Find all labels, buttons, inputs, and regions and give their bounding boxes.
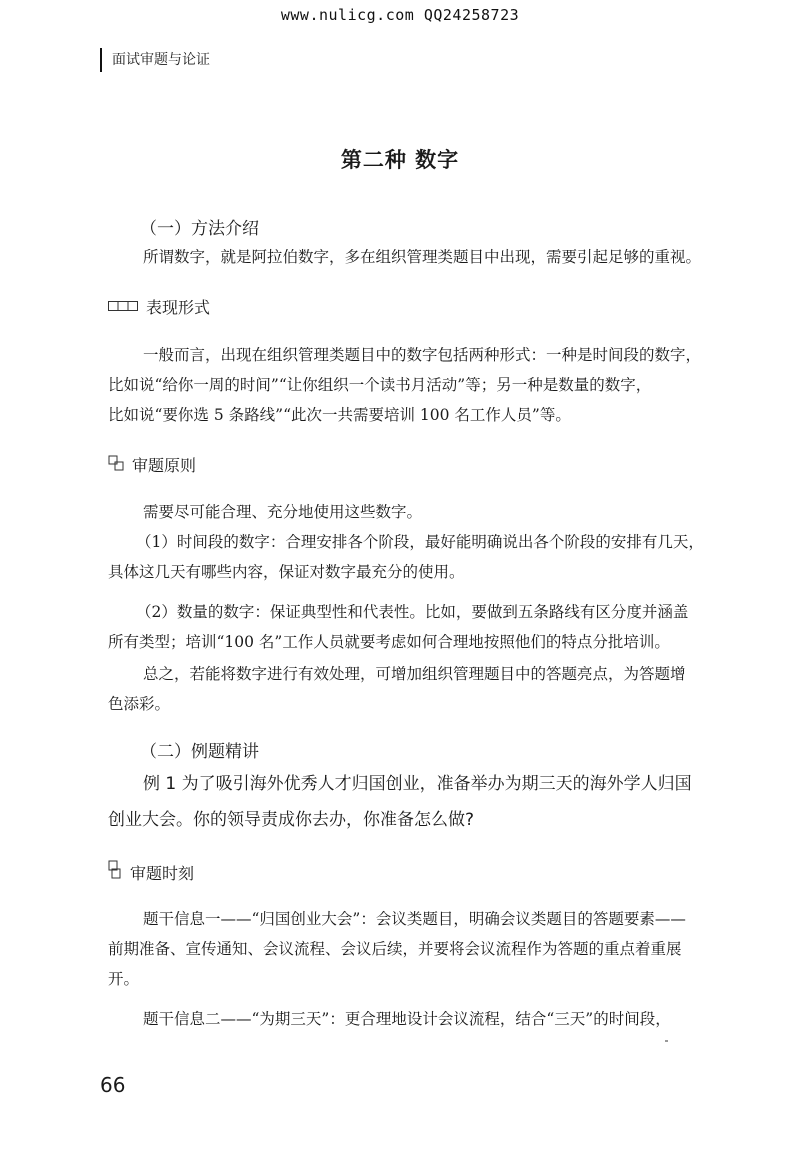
moment-line: 开。 (108, 970, 140, 988)
heading-box-icon (108, 297, 138, 316)
principle-paragraph-1: 需要尽可能合理、充分地使用这些数字。 (143, 503, 423, 521)
forms-line: 一般而言，出现在组织管理类题目中的数字包括两种形式：一种是时间段的数字， (143, 346, 702, 364)
principle-paragraph-3 (108, 597, 688, 657)
forms-paragraph (108, 340, 701, 430)
heading-box-icon (108, 455, 124, 475)
moment-heading-label: 审题时刻 (130, 863, 195, 883)
page-title: 第二种 数字 (340, 148, 460, 172)
principle-line: 总之，若能将数字进行有效处理，可增加组织管理题目中的答题亮点，为答题增 (143, 665, 686, 683)
watermark-text: www.nulicg.com QQ24258723 (280, 6, 520, 24)
forms-heading (108, 295, 210, 318)
page-number: 66 (100, 1073, 126, 1097)
example-line: 例 1 为了吸引海外优秀人才归国创业，准备举办为期三天的海外学人归国 (143, 774, 692, 794)
principle-line: （2）数量的数字：保证典型性和代表性。比如，要做到五条路线有区分度并涵盖 (136, 603, 689, 621)
forms-heading-label: 表现形式 (146, 298, 211, 317)
moment-paragraph-1 (108, 904, 686, 994)
principle-line: （1）时间段的数字：合理安排各个阶段，最好能明确说出各个阶段的安排有几天， (136, 533, 704, 551)
moment-heading (108, 860, 194, 884)
forms-line: 比如说“要你选 5 条路线”“此次一共需要培训 100 名工作人员”等。 (108, 406, 571, 424)
moment-paragraph-2 (108, 1004, 671, 1034)
section-heading-method: （一）方法介绍 (140, 219, 259, 239)
section-heading-examples: （二）例题精讲 (140, 742, 259, 762)
moment-line: 前期准备、宣传通知、会议流程、会议后续，并要将会议流程作为答题的重点着重展 (108, 940, 682, 958)
forms-line: 比如说“给你一周的时间”“让你组织一个读书月活动”等；另一种是数量的数字， (108, 376, 652, 394)
example-question (108, 766, 692, 838)
principle-paragraph-2 (108, 527, 704, 587)
principle-line: 所有类型；培训“100 名”工作人员就要考虑如何合理地按照他们的特点分批培训。 (108, 633, 670, 651)
principle-heading (108, 453, 196, 476)
running-header: 面试审题与论证 (100, 48, 210, 72)
principle-line: 具体这几天有哪些内容，保证对数字最充分的使用。 (108, 563, 465, 581)
heading-box-icon (108, 860, 122, 884)
principle-paragraph-4 (108, 659, 686, 719)
moment-line: 题干信息一——“归国创业大会”：会议类题目，明确会议类题目的答题要素—— (143, 910, 686, 928)
principle-line: 色添彩。 (108, 695, 171, 713)
moment-line: 题干信息二——“为期三天”：更合理地设计会议流程，结合“三天”的时间段， (143, 1010, 671, 1028)
example-line: 创业大会。你的领导责成你去办，你准备怎么做? (108, 810, 475, 830)
intro-paragraph: 所谓数字，就是阿拉伯数字，多在组织管理类题目中出现，需要引起足够的重视。 (143, 248, 702, 266)
principle-heading-label: 审题原则 (132, 456, 197, 475)
scan-speck (665, 1040, 668, 1042)
